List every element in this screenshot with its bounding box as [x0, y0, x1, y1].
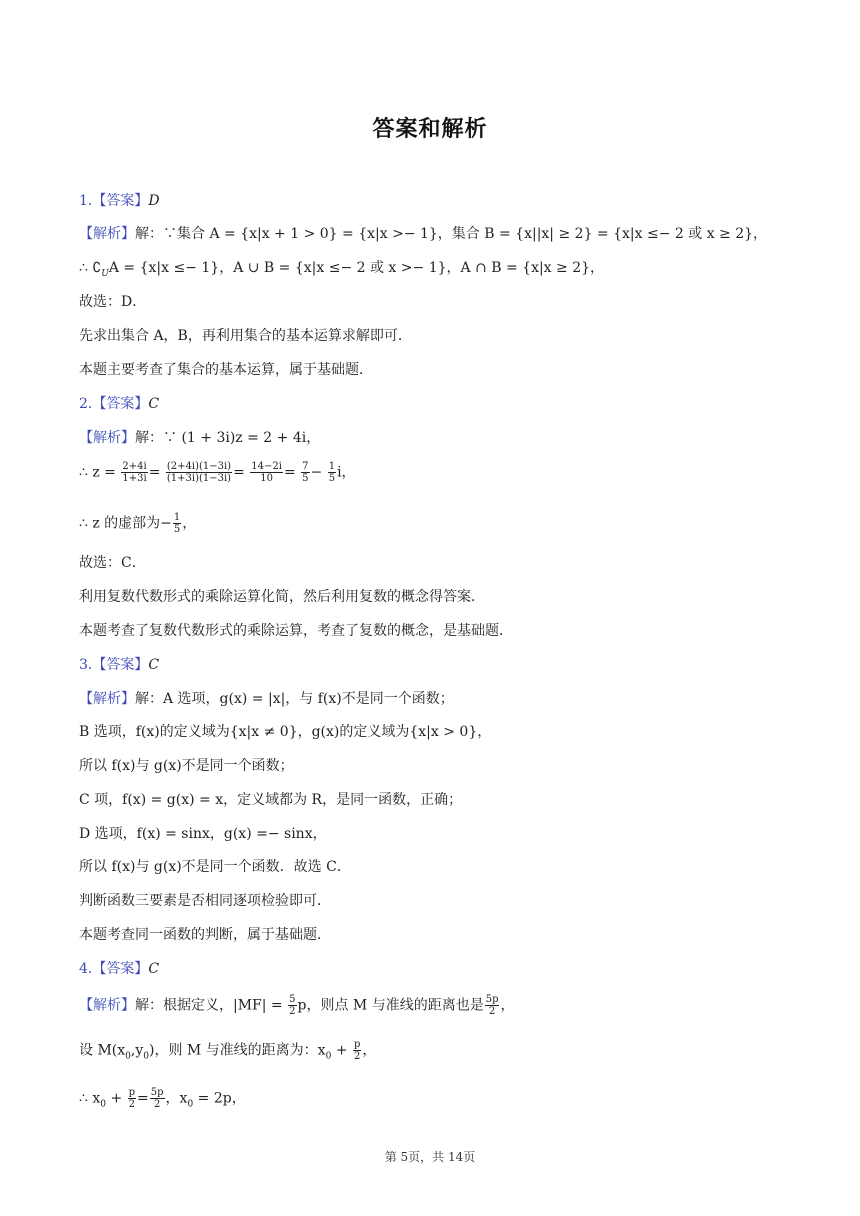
q1-analysis-line-4: 先求出集合 A，B，再利用集合的基本运算求解即可． [79, 328, 412, 344]
fraction: $\frac{(2+4i)(1-3i)}{(1+3i)(1-3i)}$ [166, 461, 232, 484]
q1-answer: 1.【答案】D [79, 193, 160, 209]
fraction: $\frac{5p}{2}$ [150, 1087, 164, 1110]
q2-analysis-line-5: 利用复数代数形式的乘除运算化简，然后利用复数的概念得答案． [79, 589, 485, 605]
q2-analysis-line-1: 【解析】解：∵ (1 + 3i)z = 2 + 4i， [79, 430, 321, 446]
fraction: $\frac{7}{5}$ [302, 461, 309, 484]
q1-analysis-line-3: 故选：D． [79, 294, 147, 310]
q4-analysis-line-1: 【解析】解：根据定义，|MF| = $\frac{5}{2}$ p，则点 M 与准线的距离也是 $\frac{5p}{2}$ ， [79, 994, 515, 1017]
q1-analysis-line-1: 【解析】解：∵集合 A = {x|x + 1 > 0} = {x|x >− 1}，集合 B = {x||x| ≥ 2} = {x|x ≤− 2 或 x ≥ 2}， [79, 226, 768, 242]
q3-analysis-line-1: 【解析】解：A 选项，g(x) = |x|，与 f(x)不是同一个函数； [79, 691, 454, 707]
q1-analysis-line-5: 本题主要考查了集合的基本运算，属于基础题． [79, 362, 373, 378]
q4-analysis-line-2: 设 $M(x_0,y_0)$，则 M 与准线的距离为：$x_0$ + $\frac{p}{2}$ ， [79, 1039, 377, 1062]
fraction: $\frac{1}{5}$ [173, 512, 181, 535]
q1-analysis-line-2: ∴ $∁_UA = \{x|x \le- 1\}$，A ∪ B = {x|x ≤− 2 或 x >− 1}，A ∩ B = {x|x ≥ 2}， [79, 260, 605, 279]
q3-analysis-line-4: C 项，f(x) = g(x) = x，定义域都为 R，是同一函数，正确； [79, 792, 463, 808]
q3-analysis-line-2: B 选项，f(x)的定义域为{x|x ≠ 0}，g(x)的定义域为{x|x > 0}， [79, 724, 492, 740]
q3-answer: 3.【答案】C [79, 657, 160, 673]
q3-analysis-line-5: D 选项，f(x) = sinx，g(x) =− sinx， [79, 826, 327, 842]
q2-analysis-line-4: 故选：C． [79, 555, 146, 571]
q3-analysis-line-7: 判断函数三要素是否相同逐项检验即可． [79, 893, 331, 909]
q4-answer: 4.【答案】C [79, 961, 160, 977]
fraction: $\frac{p}{2}$ [128, 1087, 136, 1110]
q3-analysis-line-8: 本题考查同一函数的判断，属于基础题． [79, 927, 331, 943]
fraction: $\frac{14-2i}{10}$ [251, 461, 282, 484]
q3-analysis-line-6: 所以 f(x)与 g(x)不是同一个函数．故选 C． [79, 859, 351, 875]
q3-analysis-line-3: 所以 f(x)与 g(x)不是同一个函数； [79, 758, 294, 774]
q2-answer: 2.【答案】C [79, 396, 160, 412]
page-footer: 第 5页，共 14页 [384, 1150, 476, 1164]
fraction: $\frac{5}{2}$ [289, 994, 296, 1017]
q2-analysis-line-6: 本题考查了复数代数形式的乘除运算，考查了复数的概念，是基础题． [79, 623, 513, 639]
fraction: $\frac{5p}{2}$ [485, 994, 499, 1017]
q4-analysis-line-3: ∴ $x_0$ + $\frac{p}{2}$ = $\frac{5p}{2}$ ，$x_0 = 2p$， [79, 1087, 246, 1110]
fraction: $\frac{2+4i}{1+3i}$ [122, 461, 147, 484]
page-title: 答案和解析 [372, 117, 488, 142]
q2-analysis-line-3: ∴ z 的虚部为− $\frac{1}{5}$ ， [79, 512, 197, 535]
fraction: $\frac{1}{5}$ [328, 461, 336, 484]
q2-analysis-line-2: ∴ z = $\frac{2+4i}{1+3i}$ = $\frac{(2+4i)(1-3i)}{(1+3i)(1-3i)}$ = $\frac{14-2i}{10}$ = $\frac{7}{5}$ − $\frac{1}{5}$ i， [79, 461, 356, 484]
fraction: $\frac{p}{2}$ [353, 1039, 361, 1062]
